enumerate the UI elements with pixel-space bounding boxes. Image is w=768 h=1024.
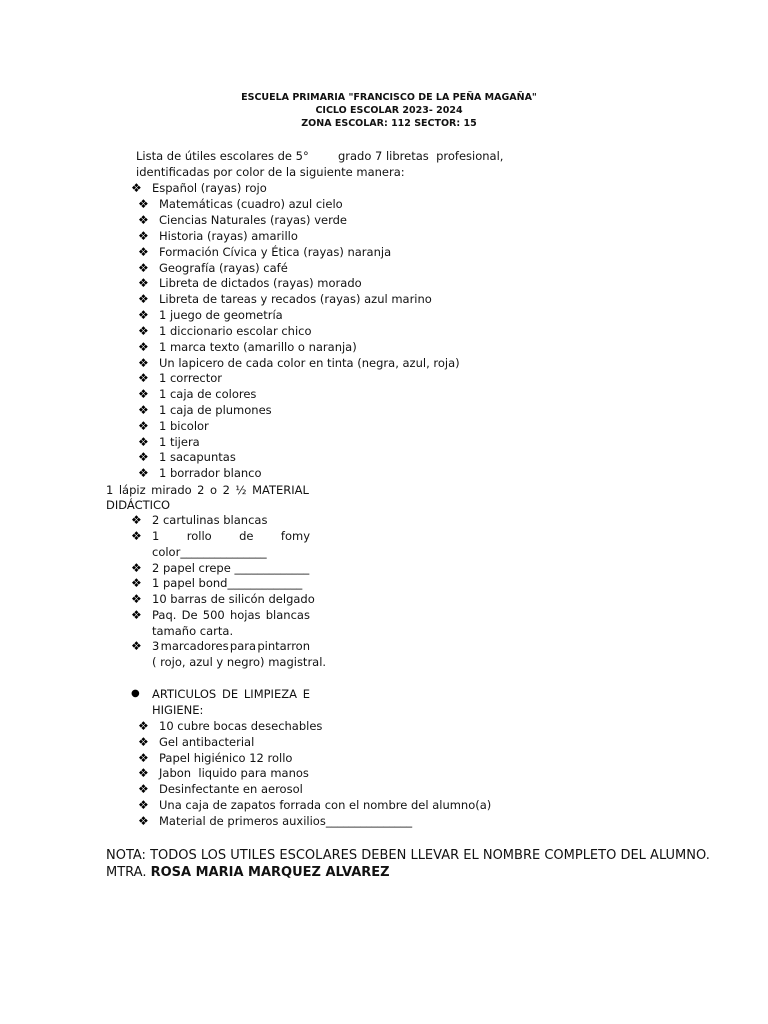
word: hojas (229, 608, 261, 622)
list-item: 1 bicolor (159, 419, 209, 433)
word: De (181, 608, 198, 622)
diamond-bullet-icon: ❖ (138, 798, 149, 812)
list-item: Jabon liquido para manos (159, 766, 309, 780)
word: E (302, 687, 310, 701)
list-item: Material de primeros auxilios_______________ (159, 814, 413, 828)
list-item: 2 cartulinas blancas (152, 513, 268, 527)
word: de (239, 529, 254, 543)
diamond-bullet-icon: ❖ (138, 245, 149, 259)
diamond-bullet-icon: ❖ (138, 766, 149, 780)
diamond-bullet-icon: ❖ (131, 529, 142, 543)
word: fomy (280, 529, 310, 543)
list-item-continuation: color_______________ (152, 545, 267, 559)
school-name: ESCUELA PRIMARIA "FRANCISCO DE LA PEÑA MAGAÑA" (241, 92, 537, 103)
list-item: Una caja de zapatos forrada con el nombre del alumno(a) (159, 798, 492, 812)
list-item: Historia (rayas) amarillo (159, 229, 298, 243)
diamond-bullet-icon: ❖ (131, 561, 142, 575)
word: 3 (152, 639, 160, 653)
diamond-bullet-icon: ❖ (138, 419, 149, 433)
word: MATERIAL (252, 483, 309, 497)
intro-line-2: identificadas por color de la siguiente manera: (136, 165, 405, 179)
word: marcadores (160, 639, 229, 653)
diamond-bullet-icon: ❖ (138, 387, 149, 401)
material-heading-line-2: DIDÁCTICO (106, 498, 171, 512)
list-item: Un lapicero de cada color en tinta (negra, azul, roja) (159, 356, 460, 370)
word: para (229, 639, 257, 653)
word: 2 (222, 483, 230, 497)
diamond-bullet-icon: ❖ (138, 466, 149, 480)
list-item: 1 corrector (159, 371, 223, 385)
list-item: 1 caja de colores (159, 387, 257, 401)
list-item (152, 607, 310, 623)
list-item: Español (rayas) rojo (152, 181, 267, 195)
word: ARTICULOS (152, 687, 217, 701)
word: 500 (202, 608, 225, 622)
list-item-continuation: ( rojo, azul y negro) magistral. (152, 655, 327, 669)
list-item: 1 borrador blanco (159, 466, 262, 480)
diamond-bullet-icon: ❖ (138, 814, 149, 828)
list-item: 1 caja de plumones (159, 403, 272, 417)
diamond-bullet-icon: ❖ (138, 735, 149, 749)
list-item: Geografía (rayas) café (159, 261, 288, 275)
diamond-bullet-icon: ❖ (138, 197, 149, 211)
diamond-bullet-icon: ❖ (138, 292, 149, 306)
word: mirado (151, 483, 192, 497)
diamond-bullet-icon: ❖ (131, 576, 142, 590)
material-heading (106, 482, 309, 498)
list-item: Libreta de dictados (rayas) morado (159, 276, 362, 290)
list-item: 10 cubre bocas desechables (159, 719, 323, 733)
diamond-bullet-icon: ❖ (138, 403, 149, 417)
list-item: 1 sacapuntas (159, 450, 236, 464)
diamond-bullet-icon: ❖ (138, 261, 149, 275)
list-item: 1 tijera (159, 435, 200, 449)
word: ½ (235, 483, 247, 497)
list-item: 1 juego de geometría (159, 308, 283, 322)
word: Paq. (152, 608, 177, 622)
word: 2 (197, 483, 205, 497)
list-item: 1 diccionario escolar chico (159, 324, 312, 338)
school-cycle: CICLO ESCOLAR 2023- 2024 (315, 105, 463, 116)
list-item: Papel higiénico 12 rollo (159, 751, 293, 765)
list-item (152, 638, 310, 654)
word: 1 (152, 529, 160, 543)
diamond-bullet-icon: ❖ (131, 513, 142, 527)
diamond-bullet-icon: ❖ (131, 639, 142, 653)
word: DE (222, 687, 239, 701)
limpieza-heading-line-2: HIGIENE: (152, 703, 204, 717)
diamond-bullet-icon: ❖ (138, 324, 149, 338)
diamond-bullet-icon: ❖ (138, 356, 149, 370)
diamond-bullet-icon: ❖ (131, 608, 142, 622)
word: o (210, 483, 218, 497)
list-item: 1 marca texto (amarillo o naranja) (159, 340, 357, 354)
list-item: 10 barras de silicón delgado (152, 592, 315, 606)
diamond-bullet-icon: ❖ (138, 782, 149, 796)
teacher-name: ROSA MARIA MARQUEZ ALVAREZ (150, 865, 390, 880)
list-item (152, 528, 310, 544)
teacher-prefix: MTRA. (106, 865, 147, 880)
word: pintarron (257, 639, 310, 653)
list-item: Desinfectante en aerosol (159, 782, 303, 796)
teacher-signature-line (106, 864, 390, 881)
limpieza-heading (152, 686, 310, 702)
list-item: 2 papel crepe _____________ (152, 561, 310, 575)
list-item: Formación Cívica y Ética (rayas) naranja (159, 245, 392, 259)
diamond-bullet-icon: ❖ (138, 435, 149, 449)
diamond-bullet-icon: ❖ (131, 592, 142, 606)
list-item: Ciencias Naturales (rayas) verde (159, 213, 347, 227)
list-item: Matemáticas (cuadro) azul cielo (159, 197, 343, 211)
list-item: Libreta de tareas y recados (rayas) azul marino (159, 292, 432, 306)
diamond-bullet-icon: ❖ (131, 181, 142, 195)
diamond-bullet-icon: ❖ (138, 213, 149, 227)
list-item-continuation: tamaño carta. (152, 624, 234, 638)
diamond-bullet-icon: ❖ (138, 371, 149, 385)
diamond-bullet-icon: ❖ (138, 340, 149, 354)
word: rollo (186, 529, 212, 543)
word: blancas (265, 608, 310, 622)
diamond-bullet-icon: ❖ (138, 229, 149, 243)
round-bullet-icon: ● (131, 688, 140, 699)
list-item: 1 papel bond_____________ (152, 576, 303, 590)
intro-line-1: Lista de útiles escolares de 5° grado 7 libretas profesional, (136, 149, 504, 163)
note-text: NOTA: TODOS LOS UTILES ESCOLARES DEBEN LLEVAR EL NOMBRE COMPLETO DEL ALUMNO. (106, 848, 710, 863)
school-zone: ZONA ESCOLAR: 112 SECTOR: 15 (301, 118, 477, 129)
diamond-bullet-icon: ❖ (138, 719, 149, 733)
word: 1 (106, 483, 114, 497)
list-item: Gel antibacterial (159, 735, 255, 749)
diamond-bullet-icon: ❖ (138, 450, 149, 464)
diamond-bullet-icon: ❖ (138, 308, 149, 322)
diamond-bullet-icon: ❖ (138, 751, 149, 765)
word: lápiz (118, 483, 146, 497)
diamond-bullet-icon: ❖ (138, 276, 149, 290)
word: LIMPIEZA (243, 687, 297, 701)
